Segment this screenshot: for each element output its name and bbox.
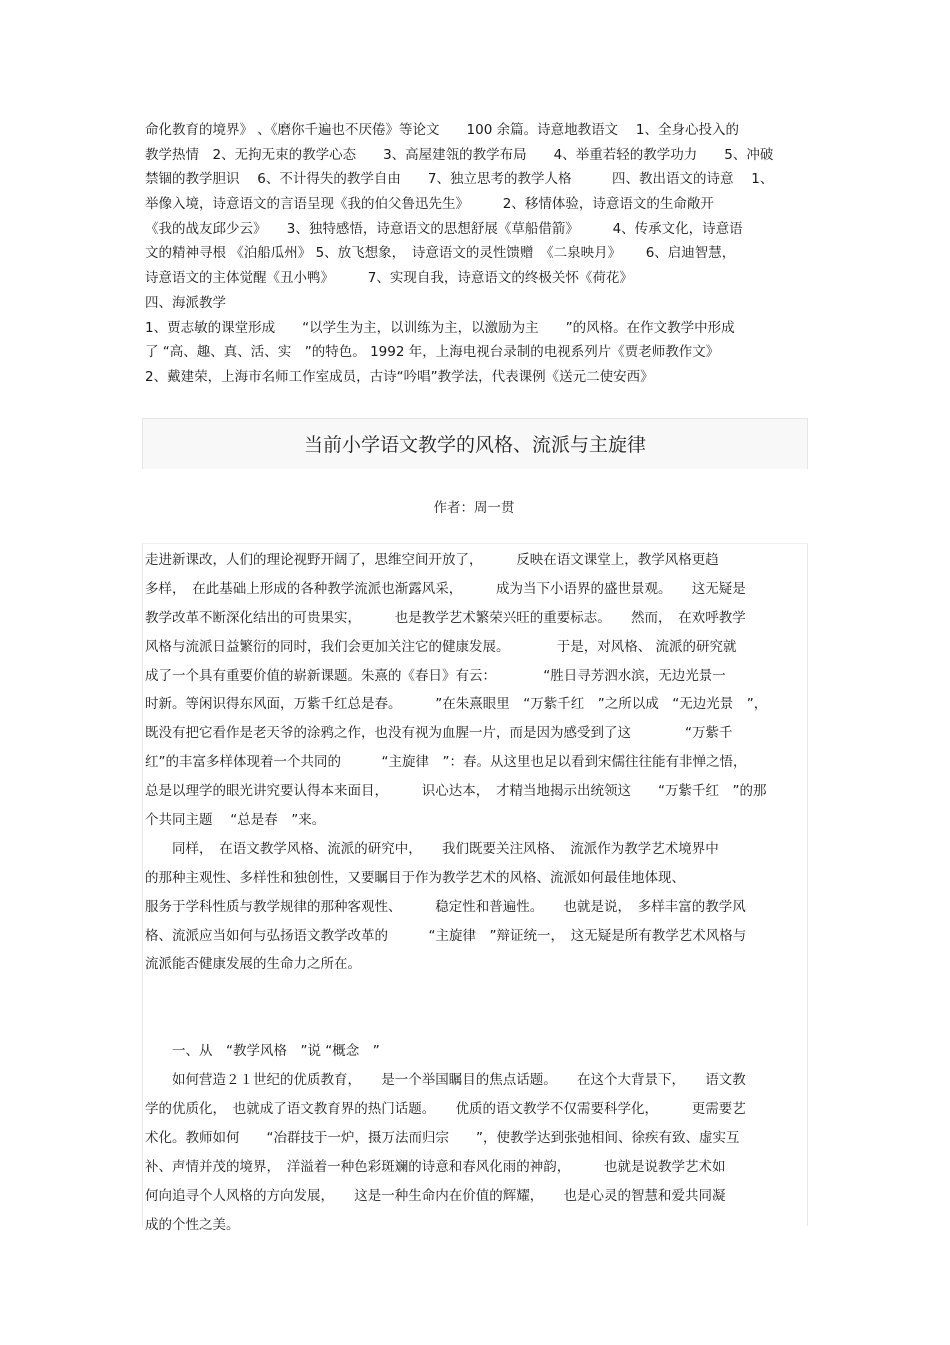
- text-line: 教学热情 2、无拘无束的教学心态 3、高屋建瓴的教学布局 4、举重若轻的教学功力 5、冲破: [145, 146, 774, 163]
- article-title: 当前小学语文教学的风格、流派与主旋律: [142, 418, 808, 469]
- text-line: 命化教育的境界》 、《磨你千遍也不厌倦》等论文 100 余篇。诗意地教语文 1、全身心投入的: [145, 122, 739, 138]
- text-line: 1、贾志敏的课堂形成 “以学生为主，以训练为主，以激励为主 ”的风格。在作文教学中形成: [145, 319, 735, 336]
- article-author: 作者：周一贯: [433, 500, 515, 516]
- text-line: 教学改革不断深化结出的可贵果实， 也是教学艺术繁荣兴旺的重要标志。 然而， 在欢呼教学: [145, 609, 746, 626]
- text-line: 同样， 在语文教学风格、流派的研究中， 我们既要关注风格、 流派作为教学艺术境界中: [145, 840, 719, 857]
- text-line: 补、声情并茂的境界， 洋溢着一种色彩斑斓的诗意和春风化雨的神韵， 也就是说教学艺术如: [145, 1158, 726, 1175]
- text-line: 服务于学科性质与教学规律的那种客观性、 稳定性和普遍性。 也就是说， 多样丰富的教学风: [145, 898, 746, 915]
- text-line: 学的优质化， 也就成了语文教育界的热门话题。 优质的语文教学不仅需要科学化， 更需要艺: [145, 1100, 746, 1117]
- text-line: 《我的战友邱少云》 3、独特感悟，诗意语文的思想舒展《草船借箭》 4、传承文化，诗意语: [145, 220, 743, 237]
- text-line: 禁锢的教学胆识 6、不计得失的教学自由 7、独立思考的教学人格 四、教出语文的诗意 1、: [145, 171, 774, 188]
- text-line: 成了一个具有重要价值的崭新课题。朱熹的《春日》有云： “胜日寻芳泗水滨，无边光景一: [145, 667, 726, 684]
- text-line: 了 “高、趣、真、活、实 ”的特色。 1992 年，上海电视台录制的电视系列片《贾老师教作文》: [145, 344, 720, 361]
- article-body: [145, 546, 815, 1239]
- text-line: 举像入境，诗意语文的言语呈现《我的伯父鲁迅先生》 2、移情体验，诗意语文的生命敞开: [145, 196, 714, 213]
- text-line: 走进新课改，人们的理论视野开阔了，思维空间开放了， 反映在语文课堂上，教学风格更趋: [145, 552, 719, 568]
- section-heading: 四、海派教学: [145, 294, 226, 311]
- text-line: 风格与流派日益繁衍的同时，我们会更加关注它的健康发展。 于是，对风格、 流派的研究就: [145, 638, 737, 655]
- intro-continuation: [145, 118, 815, 390]
- text-line: 既没有把它看作是老天爷的涂鸦之作，也没有视为血腥一片，而是因为感受到了这 “万紫千: [145, 725, 733, 742]
- text-line: 文的精神寻根 《泊船瓜州》 5、放飞想象， 诗意语文的灵性馈赠 《二泉映月》 6、启迪智慧，: [145, 245, 736, 262]
- text-line: 多样， 在此基础上形成的各种教学流派也渐露风采， 成为当下小语界的盛世景观。 这无疑是: [145, 580, 746, 597]
- text-line: 总是以理学的眼光讲究要认得本来面目， 识心达本， 才精当地揭示出统领这 “万紫千红 ”的那: [145, 783, 767, 800]
- text-line: 何向追寻个人风格的方向发展， 这是一种生命内在价值的辉耀， 也是心灵的智慧和爱共同凝: [145, 1187, 726, 1204]
- text-line: 的那种主观性、多样性和独创性，又要瞩目于作为教学艺术的风格、流派如何最佳地体现、: [145, 869, 685, 886]
- section-heading: 一、从 “教学风格 ”说 “概念 ”: [145, 1043, 380, 1060]
- text-line: 红”的丰富多样体现着一个共同的 “主旋律 ”：春。从这里也足以看到宋儒往往能有非惮之悟，: [145, 754, 747, 771]
- text-line: 时新。等闲识得东风面，万紫千红总是春。 ”在朱熹眼里 “万紫千红 ”之所以成 “无边光景 ”，: [145, 696, 768, 713]
- text-line: 术化。教师如何 “冶群技于一炉，摄万法而归宗 ”，使教学达到张弛相间、徐疾有致、虚实互: [145, 1129, 740, 1146]
- text-line: 个共同主题 “总是春 ”来。: [145, 812, 326, 829]
- paragraph-gap: [145, 979, 815, 1037]
- text-line: 成的个性之美。: [145, 1216, 240, 1233]
- text-line: 格、流派应当如何与弘扬语文教学改革的 “主旋律 ”辩证统一， 这无疑是所有教学艺术风格与: [145, 927, 747, 944]
- text-line: 如何营造２１世纪的优质教育， 是一个举国瞩目的焦点话题。 在这个大背景下， 语文教: [145, 1072, 746, 1089]
- text-line: 流派能否健康发展的生命力之所在。: [145, 956, 361, 973]
- text-line: 2、戴建荣，上海市名师工作室成员，古诗“吟唱”教学法，代表课例《送元二使安西》: [145, 368, 654, 385]
- text-line: 诗意语文的主体觉醒《丑小鸭》 7、实现自我，诗意语文的终极关怀《荷花》: [145, 270, 633, 287]
